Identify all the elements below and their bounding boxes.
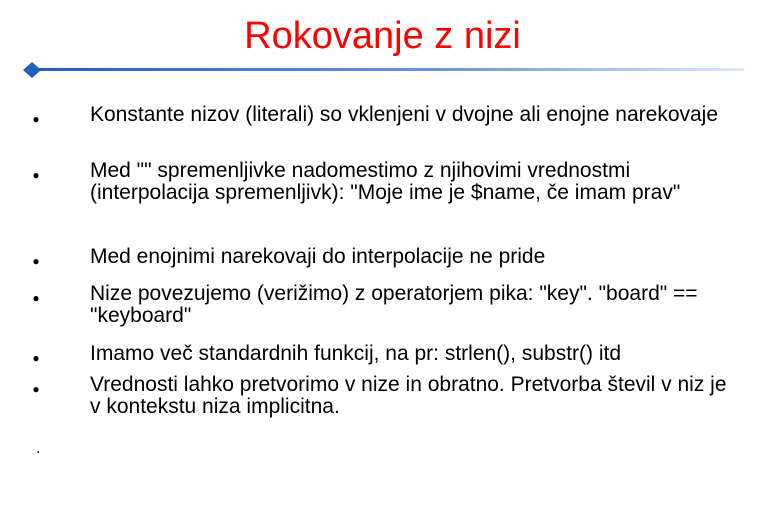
- bullet-dot-icon: ●: [32, 382, 40, 396]
- bullet-item: Vrednosti lahko pretvorimo v nize in obratno. Pretvorba števil v niz je v kontekstu niza implicitna.: [90, 373, 727, 418]
- trailing-mark: .: [36, 440, 41, 457]
- bullet-dot-icon: ●: [32, 112, 40, 126]
- bullet-item: Med enojnimi narekovaji do interpolacije ne pride: [90, 245, 546, 268]
- bullet-dot-icon: ●: [32, 168, 40, 182]
- bullet-item: Konstante nizov (literali) so vklenjeni v dvojne ali enojne narekovaje: [90, 103, 719, 126]
- slide-title: Rokovanje z nizi: [244, 15, 521, 57]
- bullet-item: Nize povezujemo (verižimo) z operatorjem pika: "key". "board" == "keyboard": [90, 282, 698, 327]
- bullet-dot-icon: ●: [32, 351, 40, 365]
- bullet-item: Imamo več standardnih funkcij, na pr: strlen(), substr() itd: [90, 342, 622, 365]
- bullet-dot-icon: ●: [32, 291, 40, 305]
- bullet-item: Med "" spremenljivke nadomestimo z njihovimi vrednostmi (interpolacija spremenljivk): "Moje ime je $name, če imam prav": [90, 159, 681, 204]
- bullet-dot-icon: ●: [32, 254, 40, 268]
